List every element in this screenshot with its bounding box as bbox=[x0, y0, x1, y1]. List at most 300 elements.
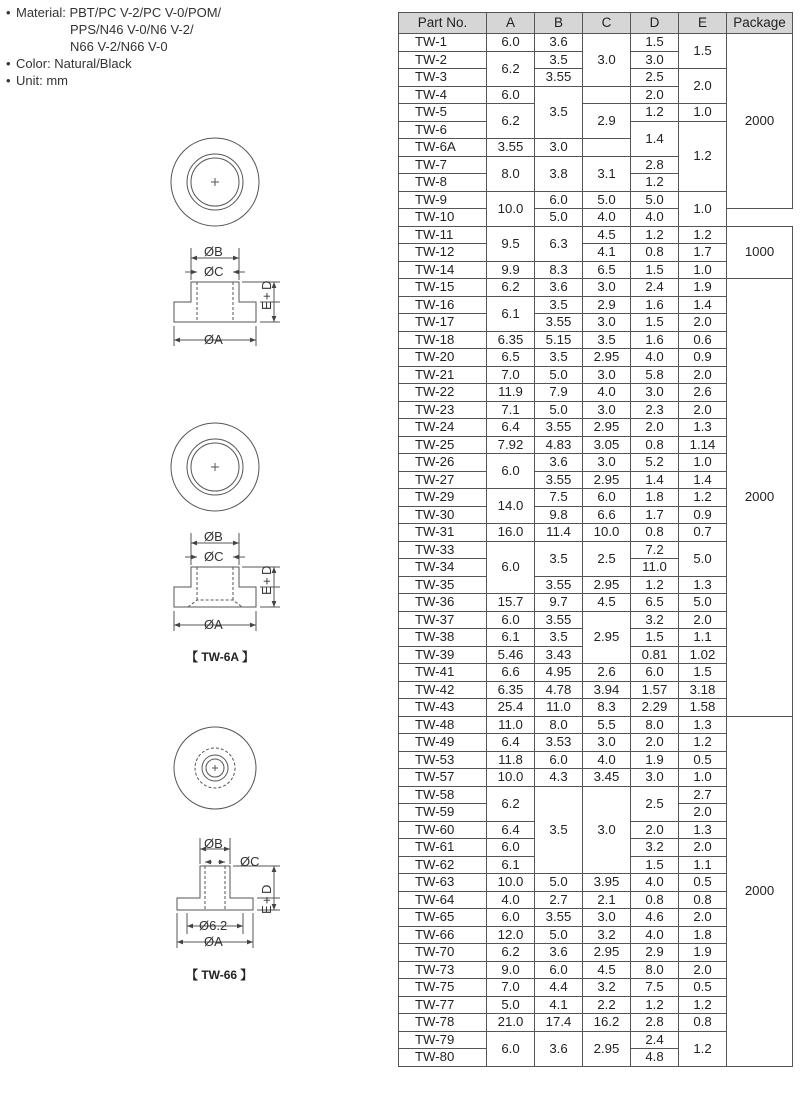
table-cell: 1.6 bbox=[631, 331, 679, 349]
table-cell: 3.55 bbox=[535, 611, 583, 629]
part-number-cell: TW-75 bbox=[399, 979, 487, 997]
dim-c-3: ØC bbox=[240, 854, 260, 869]
table-cell: 3.94 bbox=[583, 681, 631, 699]
table-cell: 1.0 bbox=[679, 104, 727, 122]
table-cell: 4.0 bbox=[631, 349, 679, 367]
table-cell: 5.5 bbox=[583, 716, 631, 734]
drawing-1-top-view bbox=[171, 138, 259, 226]
table-cell: 2.95 bbox=[583, 471, 631, 489]
table-cell: 1.3 bbox=[679, 716, 727, 734]
table-cell: 7.5 bbox=[535, 489, 583, 507]
part-number-cell: TW-5 bbox=[399, 104, 487, 122]
table-cell: 2.0 bbox=[631, 86, 679, 104]
table-cell: 12.0 bbox=[487, 926, 535, 944]
dim-plus-2: + bbox=[259, 577, 274, 585]
table-cell: 4.5 bbox=[583, 961, 631, 979]
part-number-cell: TW-80 bbox=[399, 1049, 487, 1067]
part-number-cell: TW-20 bbox=[399, 349, 487, 367]
table-cell: 0.8 bbox=[679, 891, 727, 909]
table-cell: 6.3 bbox=[535, 226, 583, 261]
table-cell: 3.0 bbox=[583, 786, 631, 874]
table-cell: 14.0 bbox=[487, 489, 535, 524]
material-line-3: N66 V-2/N66 V-0 bbox=[70, 39, 168, 54]
table-cell: 6.5 bbox=[487, 349, 535, 367]
table-cell: 8.0 bbox=[487, 156, 535, 191]
dim-d-1: D bbox=[259, 280, 274, 290]
table-cell: 2.8 bbox=[631, 1014, 679, 1032]
dim-c-1: ØC bbox=[204, 264, 224, 279]
table-cell: 0.6 bbox=[679, 331, 727, 349]
table-cell: 3.2 bbox=[583, 926, 631, 944]
table-cell: 6.0 bbox=[535, 751, 583, 769]
table-cell: 2.9 bbox=[631, 944, 679, 962]
table-cell: 1.2 bbox=[631, 996, 679, 1014]
table-cell: 2.5 bbox=[631, 69, 679, 87]
table-cell: 6.0 bbox=[535, 961, 583, 979]
table-cell: 3.6 bbox=[535, 34, 583, 52]
table-cell: 2.29 bbox=[631, 699, 679, 717]
header-d: D bbox=[631, 13, 679, 34]
table-cell: 1.2 bbox=[631, 174, 679, 192]
table-cell: 6.4 bbox=[487, 419, 535, 437]
table-cell: 2.95 bbox=[583, 611, 631, 664]
part-number-cell: TW-37 bbox=[399, 611, 487, 629]
table-cell: 7.9 bbox=[535, 384, 583, 402]
table-cell: 3.55 bbox=[535, 419, 583, 437]
part-number-cell: TW-64 bbox=[399, 891, 487, 909]
table-cell: 1000 bbox=[727, 226, 793, 279]
table-cell: 9.9 bbox=[487, 261, 535, 279]
part-number-cell: TW-25 bbox=[399, 436, 487, 454]
table-cell: 6.1 bbox=[487, 629, 535, 647]
part-number-cell: TW-53 bbox=[399, 751, 487, 769]
table-cell: 1.2 bbox=[679, 121, 727, 191]
part-number-cell: TW-49 bbox=[399, 734, 487, 752]
table-cell: 3.0 bbox=[583, 909, 631, 927]
part-number-cell: TW-11 bbox=[399, 226, 487, 244]
table-cell: 10.0 bbox=[487, 874, 535, 892]
table-cell: 5.0 bbox=[535, 366, 583, 384]
table-cell: 11.9 bbox=[487, 384, 535, 402]
table-cell: 0.8 bbox=[631, 244, 679, 262]
part-number-cell: TW-4 bbox=[399, 86, 487, 104]
table-cell: 2.4 bbox=[631, 279, 679, 297]
part-number-cell: TW-62 bbox=[399, 856, 487, 874]
table-cell: 2000 bbox=[727, 279, 793, 717]
table-cell: 3.2 bbox=[631, 839, 679, 857]
table-cell: 1.14 bbox=[679, 436, 727, 454]
header-part-no: Part No. bbox=[399, 13, 487, 34]
table-cell: 9.0 bbox=[487, 961, 535, 979]
table-cell: 2.7 bbox=[679, 786, 727, 804]
table-cell: 1.57 bbox=[631, 681, 679, 699]
table-cell: 5.0 bbox=[535, 209, 583, 227]
table-cell: 6.1 bbox=[487, 856, 535, 874]
table-cell: 2.0 bbox=[679, 909, 727, 927]
table-cell: 25.4 bbox=[487, 699, 535, 717]
table-cell: 1.1 bbox=[679, 856, 727, 874]
table-cell: 6.35 bbox=[487, 681, 535, 699]
table-cell: 1.2 bbox=[631, 104, 679, 122]
part-number-cell: TW-23 bbox=[399, 401, 487, 419]
table-cell: 1.2 bbox=[679, 734, 727, 752]
table-cell: 5.2 bbox=[631, 454, 679, 472]
table-cell: 8.0 bbox=[631, 961, 679, 979]
table-cell: 1.3 bbox=[679, 576, 727, 594]
table-cell: 3.6 bbox=[535, 1031, 583, 1066]
part-number-cell: TW-78 bbox=[399, 1014, 487, 1032]
dim-a-1: ØA bbox=[204, 332, 223, 347]
table-cell: 2.6 bbox=[583, 664, 631, 682]
table-cell: 10.0 bbox=[487, 191, 535, 226]
table-cell: 2.95 bbox=[583, 349, 631, 367]
table-cell: 11.0 bbox=[631, 559, 679, 577]
part-number-cell: TW-24 bbox=[399, 419, 487, 437]
table-cell: 8.3 bbox=[535, 261, 583, 279]
table-cell: 0.8 bbox=[631, 891, 679, 909]
table-cell: 2.95 bbox=[583, 1031, 631, 1066]
table-cell: 11.4 bbox=[535, 524, 583, 542]
table-cell: 6.1 bbox=[487, 296, 535, 331]
table-cell: 4.83 bbox=[535, 436, 583, 454]
table-cell: 3.0 bbox=[583, 401, 631, 419]
table-cell bbox=[583, 86, 631, 104]
table-cell: 2.5 bbox=[631, 786, 679, 821]
dim-b-2: ØB bbox=[204, 529, 223, 544]
header-a: A bbox=[487, 13, 535, 34]
table-cell: 0.81 bbox=[631, 646, 679, 664]
table-cell: 6.0 bbox=[487, 541, 535, 594]
table-cell: 1.2 bbox=[679, 1031, 727, 1066]
table-cell: 5.0 bbox=[679, 541, 727, 576]
table-row bbox=[399, 279, 793, 297]
table-cell: 1.9 bbox=[679, 944, 727, 962]
spec-table bbox=[398, 12, 793, 1067]
table-cell: 2.0 bbox=[679, 69, 727, 104]
table-cell: 10.0 bbox=[487, 769, 535, 787]
material-line-1: Material: PBT/PC V-2/PC V-0/POM/ bbox=[16, 5, 222, 20]
table-cell: 6.35 bbox=[487, 331, 535, 349]
table-cell: 1.1 bbox=[679, 629, 727, 647]
table-cell: 6.0 bbox=[487, 1031, 535, 1066]
table-cell: 1.2 bbox=[679, 226, 727, 244]
part-number-cell: TW-15 bbox=[399, 279, 487, 297]
part-number-cell: TW-21 bbox=[399, 366, 487, 384]
table-cell: 3.45 bbox=[583, 769, 631, 787]
part-number-cell: TW-16 bbox=[399, 296, 487, 314]
table-cell: 3.53 bbox=[535, 734, 583, 752]
table-cell: 6.2 bbox=[487, 104, 535, 139]
table-cell: 1.5 bbox=[631, 856, 679, 874]
table-cell: 1.8 bbox=[631, 489, 679, 507]
part-number-cell: TW-57 bbox=[399, 769, 487, 787]
table-cell: 0.8 bbox=[679, 1014, 727, 1032]
table-cell: 6.6 bbox=[583, 506, 631, 524]
part-number-cell: TW-48 bbox=[399, 716, 487, 734]
table-cell: 1.2 bbox=[631, 576, 679, 594]
table-cell: 3.6 bbox=[535, 944, 583, 962]
table-cell: 7.0 bbox=[487, 979, 535, 997]
table-cell: 1.02 bbox=[679, 646, 727, 664]
table-cell: 2.7 bbox=[535, 891, 583, 909]
part-number-cell: TW-3 bbox=[399, 69, 487, 87]
part-number-cell: TW-10 bbox=[399, 209, 487, 227]
table-cell: 3.55 bbox=[535, 471, 583, 489]
table-cell: 1.3 bbox=[679, 821, 727, 839]
table-cell: 3.5 bbox=[535, 86, 583, 139]
table-cell: 4.8 bbox=[631, 1049, 679, 1067]
table-cell: 3.0 bbox=[583, 454, 631, 472]
table-cell: 2.4 bbox=[631, 1031, 679, 1049]
table-cell: 3.43 bbox=[535, 646, 583, 664]
table-cell: 2.9 bbox=[583, 104, 631, 139]
table-row bbox=[399, 226, 793, 244]
table-cell: 1.0 bbox=[679, 454, 727, 472]
table-cell: 2.0 bbox=[679, 804, 727, 822]
table-cell: 3.95 bbox=[583, 874, 631, 892]
table-cell: 3.0 bbox=[583, 734, 631, 752]
table-cell: 15.7 bbox=[487, 594, 535, 612]
table-cell: 2000 bbox=[727, 34, 793, 209]
dim-inner-3: Ø6.2 bbox=[199, 918, 228, 933]
table-cell: 3.2 bbox=[631, 611, 679, 629]
table-cell: 1.0 bbox=[679, 769, 727, 787]
table-cell: 21.0 bbox=[487, 1014, 535, 1032]
table-cell: 4.0 bbox=[631, 926, 679, 944]
table-cell: 6.0 bbox=[487, 86, 535, 104]
table-cell: 1.2 bbox=[679, 489, 727, 507]
part-number-cell: TW-34 bbox=[399, 559, 487, 577]
table-cell: 6.0 bbox=[631, 664, 679, 682]
table-cell: 3.5 bbox=[583, 331, 631, 349]
table-cell: 1.7 bbox=[679, 244, 727, 262]
table-cell: 11.0 bbox=[535, 699, 583, 717]
table-cell: 2.0 bbox=[631, 734, 679, 752]
part-number-cell: TW-30 bbox=[399, 506, 487, 524]
part-number-cell: TW-1 bbox=[399, 34, 487, 52]
table-cell: 3.0 bbox=[583, 366, 631, 384]
table-cell: 2.0 bbox=[679, 314, 727, 332]
dim-plus-1: + bbox=[259, 292, 274, 300]
table-cell: 9.5 bbox=[487, 226, 535, 261]
table-cell: 3.55 bbox=[535, 576, 583, 594]
part-number-cell: TW-66 bbox=[399, 926, 487, 944]
table-cell: 6.0 bbox=[487, 909, 535, 927]
table-cell: 7.2 bbox=[631, 541, 679, 559]
table-cell: 17.4 bbox=[535, 1014, 583, 1032]
table-cell: 6.2 bbox=[487, 786, 535, 821]
table-cell: 11.8 bbox=[487, 751, 535, 769]
table-cell: 1.9 bbox=[679, 279, 727, 297]
table-cell: 3.5 bbox=[535, 786, 583, 874]
table-row bbox=[399, 716, 793, 734]
dim-b-1: ØB bbox=[204, 244, 223, 259]
part-number-cell: TW-6 bbox=[399, 121, 487, 139]
table-cell: 3.2 bbox=[583, 979, 631, 997]
part-number-cell: TW-59 bbox=[399, 804, 487, 822]
table-cell: 4.0 bbox=[583, 384, 631, 402]
table-cell: 7.1 bbox=[487, 401, 535, 419]
table-cell: 3.0 bbox=[583, 279, 631, 297]
table-cell: 1.0 bbox=[679, 191, 727, 226]
dim-d-3: D bbox=[259, 884, 274, 894]
table-cell: 5.0 bbox=[535, 926, 583, 944]
table-cell: 1.3 bbox=[679, 419, 727, 437]
table-cell: 1.5 bbox=[679, 34, 727, 69]
table-cell: 4.95 bbox=[535, 664, 583, 682]
table-cell: 1.6 bbox=[631, 296, 679, 314]
table-cell: 0.5 bbox=[679, 979, 727, 997]
table-cell: 2.5 bbox=[583, 541, 631, 576]
table-cell: 6.5 bbox=[631, 594, 679, 612]
table-cell: 6.0 bbox=[487, 454, 535, 489]
table-cell: 4.0 bbox=[583, 209, 631, 227]
table-cell: 4.4 bbox=[535, 979, 583, 997]
table-cell: 1.9 bbox=[631, 751, 679, 769]
part-number-cell: TW-70 bbox=[399, 944, 487, 962]
table-cell: 8.0 bbox=[631, 716, 679, 734]
table-cell: 2.8 bbox=[631, 156, 679, 174]
table-cell: 2.6 bbox=[679, 384, 727, 402]
table-cell: 6.0 bbox=[487, 839, 535, 857]
table-cell: 1.58 bbox=[679, 699, 727, 717]
table-cell: 5.15 bbox=[535, 331, 583, 349]
part-number-cell: TW-7 bbox=[399, 156, 487, 174]
spec-color: • Color: Natural/Black bbox=[6, 55, 221, 72]
table-cell: 6.0 bbox=[487, 34, 535, 52]
table-cell: 3.5 bbox=[535, 629, 583, 647]
part-number-cell: TW-36 bbox=[399, 594, 487, 612]
part-number-cell: TW-9 bbox=[399, 191, 487, 209]
table-cell: 4.3 bbox=[535, 769, 583, 787]
table-cell: 2.0 bbox=[679, 839, 727, 857]
dim-e-2: E bbox=[259, 586, 274, 595]
table-cell: 0.9 bbox=[679, 349, 727, 367]
table-cell: 3.18 bbox=[679, 681, 727, 699]
table-cell: 8.3 bbox=[583, 699, 631, 717]
table-cell: 2.0 bbox=[631, 419, 679, 437]
table-cell: 4.1 bbox=[583, 244, 631, 262]
table-row bbox=[399, 209, 793, 227]
part-number-cell: TW-12 bbox=[399, 244, 487, 262]
table-cell: 5.0 bbox=[583, 191, 631, 209]
table-cell: 0.7 bbox=[679, 524, 727, 542]
table-cell: 1.4 bbox=[679, 296, 727, 314]
part-number-cell: TW-42 bbox=[399, 681, 487, 699]
table-cell: 3.6 bbox=[535, 279, 583, 297]
table-cell: 2.9 bbox=[583, 296, 631, 314]
part-number-cell: TW-43 bbox=[399, 699, 487, 717]
table-cell: 3.55 bbox=[487, 139, 535, 157]
dim-a-2: ØA bbox=[204, 617, 223, 632]
spec-unit: • Unit: mm bbox=[6, 72, 221, 89]
table-cell: 0.9 bbox=[679, 506, 727, 524]
table-cell: 5.0 bbox=[535, 401, 583, 419]
table-cell: 4.5 bbox=[583, 226, 631, 244]
table-cell: 1.2 bbox=[679, 996, 727, 1014]
table-cell: 2.1 bbox=[583, 891, 631, 909]
part-number-cell: TW-6A bbox=[399, 139, 487, 157]
table-cell: 11.0 bbox=[487, 716, 535, 734]
caption-tw-66: 【 TW-66 】 bbox=[186, 968, 253, 982]
dim-c-2: ØC bbox=[204, 549, 224, 564]
table-cell: 1.2 bbox=[631, 226, 679, 244]
part-number-cell: TW-27 bbox=[399, 471, 487, 489]
table-cell: 3.0 bbox=[631, 51, 679, 69]
table-cell: 1.5 bbox=[631, 314, 679, 332]
table-cell: 1.5 bbox=[631, 629, 679, 647]
table-cell: 2.0 bbox=[679, 961, 727, 979]
table-cell: 2.0 bbox=[679, 366, 727, 384]
table-cell: 10.0 bbox=[583, 524, 631, 542]
table-cell: 8.0 bbox=[535, 716, 583, 734]
table-cell: 4.6 bbox=[631, 909, 679, 927]
table-cell: 2000 bbox=[727, 716, 793, 1066]
part-number-cell: TW-29 bbox=[399, 489, 487, 507]
table-cell: 3.1 bbox=[583, 156, 631, 191]
part-number-cell: TW-14 bbox=[399, 261, 487, 279]
table-cell: 6.5 bbox=[583, 261, 631, 279]
table-cell: 3.5 bbox=[535, 51, 583, 69]
part-number-cell: TW-22 bbox=[399, 384, 487, 402]
part-number-cell: TW-17 bbox=[399, 314, 487, 332]
table-cell: 1.4 bbox=[631, 121, 679, 156]
drawing-3-top-view bbox=[174, 727, 256, 809]
header-c: C bbox=[583, 13, 631, 34]
table-cell: 3.5 bbox=[535, 296, 583, 314]
table-cell: 5.0 bbox=[679, 594, 727, 612]
part-number-cell: TW-63 bbox=[399, 874, 487, 892]
part-number-cell: TW-8 bbox=[399, 174, 487, 192]
table-cell: 0.8 bbox=[631, 524, 679, 542]
table-cell: 0.8 bbox=[631, 436, 679, 454]
table-cell: 5.46 bbox=[487, 646, 535, 664]
table-cell: 6.0 bbox=[487, 611, 535, 629]
part-number-cell: TW-77 bbox=[399, 996, 487, 1014]
table-cell: 1.4 bbox=[679, 471, 727, 489]
table-cell: 6.2 bbox=[487, 279, 535, 297]
table-cell: 2.0 bbox=[679, 401, 727, 419]
table-cell: 1.5 bbox=[631, 261, 679, 279]
table-cell: 5.0 bbox=[487, 996, 535, 1014]
part-number-cell: TW-18 bbox=[399, 331, 487, 349]
part-number-cell: TW-2 bbox=[399, 51, 487, 69]
table-cell: 3.55 bbox=[535, 909, 583, 927]
table-cell: 6.0 bbox=[535, 191, 583, 209]
table-header-row bbox=[399, 13, 793, 34]
table-cell: 2.0 bbox=[679, 611, 727, 629]
table-body bbox=[399, 34, 793, 1067]
table-cell: 1.5 bbox=[631, 34, 679, 52]
part-number-cell: TW-65 bbox=[399, 909, 487, 927]
table-cell: 3.0 bbox=[631, 384, 679, 402]
material-line-2: PPS/N46 V-0/N6 V-2/ bbox=[70, 22, 194, 37]
table-cell: 3.8 bbox=[535, 156, 583, 191]
table-cell: 0.5 bbox=[679, 751, 727, 769]
table-cell: 1.4 bbox=[631, 471, 679, 489]
table-cell: 2.95 bbox=[583, 576, 631, 594]
part-number-cell: TW-41 bbox=[399, 664, 487, 682]
part-number-cell: TW-73 bbox=[399, 961, 487, 979]
table-cell: 3.5 bbox=[535, 349, 583, 367]
table-cell: 7.5 bbox=[631, 979, 679, 997]
dim-e-1: E bbox=[259, 301, 274, 310]
table-cell: 5.8 bbox=[631, 366, 679, 384]
table-cell: 6.4 bbox=[487, 734, 535, 752]
table-cell: 4.0 bbox=[487, 891, 535, 909]
table-cell: 5.0 bbox=[535, 874, 583, 892]
table-cell: 7.0 bbox=[487, 366, 535, 384]
